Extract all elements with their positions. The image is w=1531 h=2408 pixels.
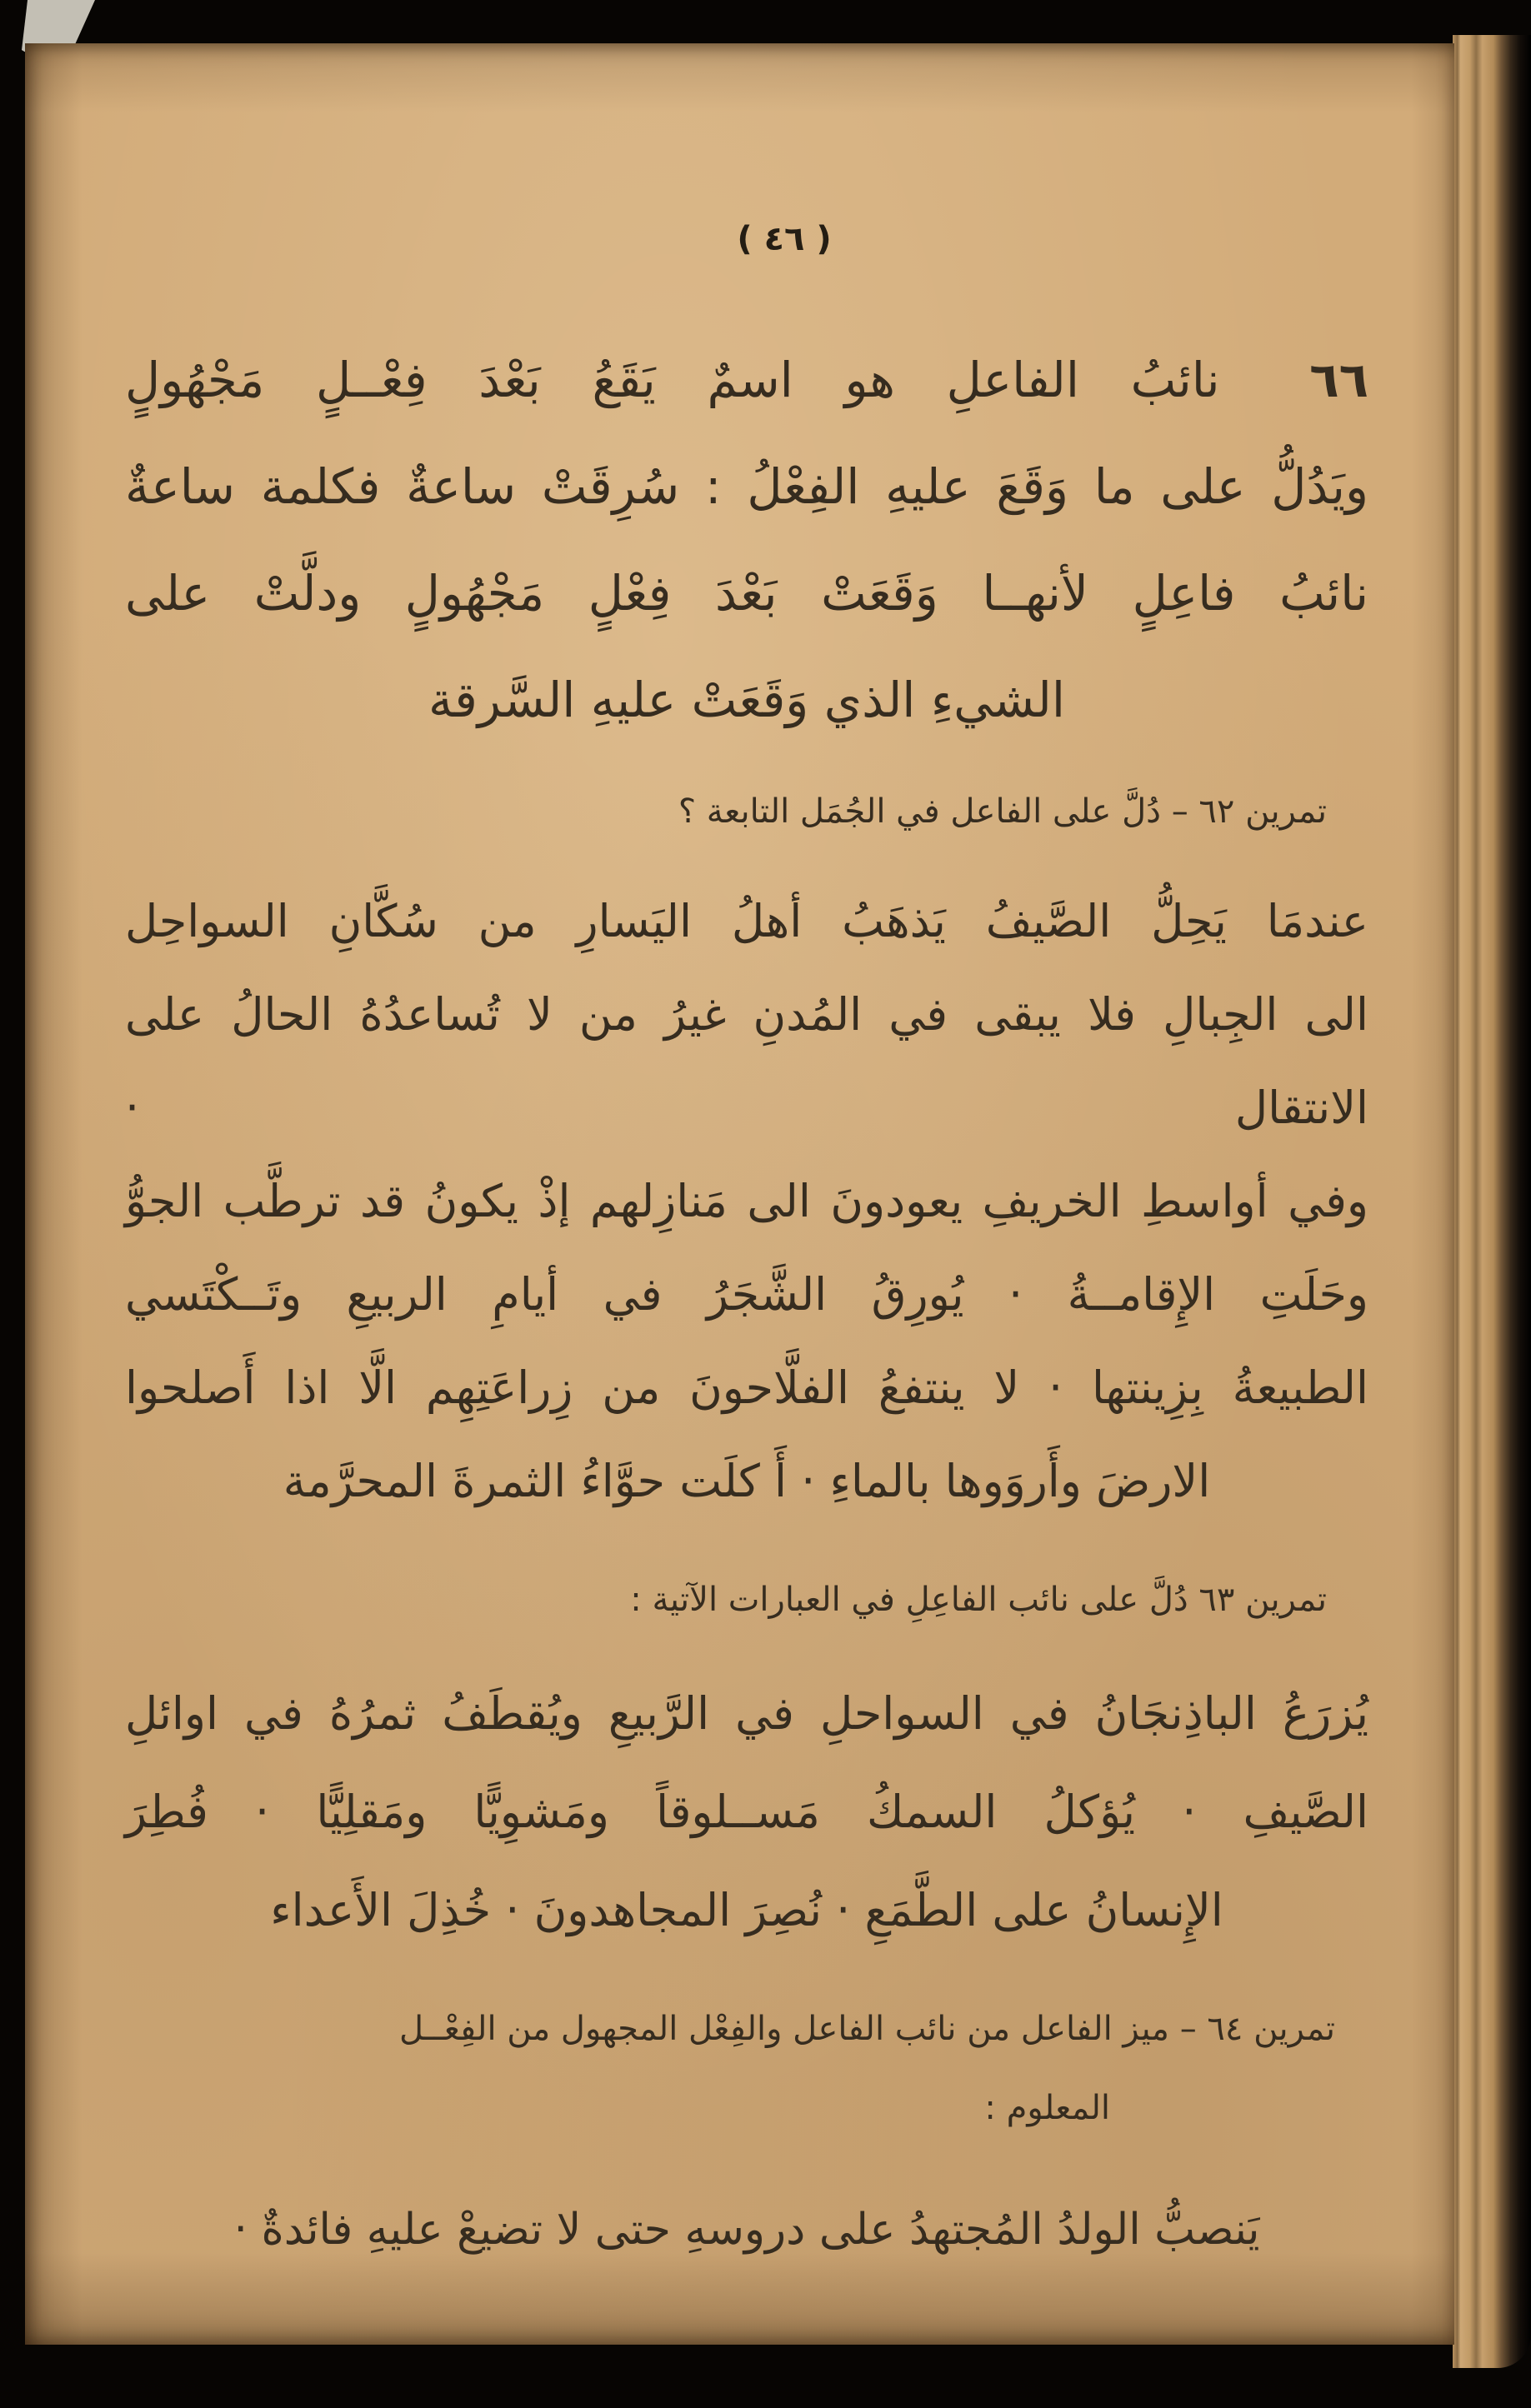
passage-2-line-1: يُزرَعُ الباذِنجَانُ في السواحلِ في الرَّبيعِ ويُقطَفُ ثمرُهُ في اوائلِ	[125, 1687, 1368, 1740]
exercise-64-line-2: المعلوم :	[984, 2089, 1110, 2127]
exercise-64-line-1: تمرين ٦٤ – ميز الفاعل من نائب الفاعل والفِعْل المجهول من الفِعْــل	[399, 2010, 1335, 2048]
reading-passage-1	[125, 875, 1368, 1528]
passage-1-line-1: عندمَا يَحِلُّ الصَّيفُ يَذهَبُ أهلُ اليَسارِ من سُكَّانِ السواحِل	[125, 895, 1368, 947]
reading-passage-2	[125, 1665, 1368, 1960]
definition-line-3: نائبُ فاعِلٍ لأنهــا وَقَعَتْ بَعْدَ فِعْلٍ مَجْهُولٍ ودلَّتْ على	[125, 565, 1368, 622]
definition-line-1-text: نائبُ الفاعلِ هو اسمٌ يَقَعُ بَعْدَ فِعْــلٍ مَجْهُولٍ	[125, 352, 1220, 408]
passage-2-line-2: الصَّيفِ · يُؤكلُ السمكُ مَســلوقاً ومَشوِيًّا ومَقلِيًّا · فُطِرَ	[125, 1786, 1368, 1838]
exercise-63-heading: تمرين ٦٣ دُلَّ على نائب الفاعِلِ في العبارات الآتية :	[630, 1581, 1327, 1619]
definition-line-1	[125, 327, 1368, 433]
exercise-64-example-sentence: يَنصبُّ الولدُ المُجتهدُ على دروسهِ حتى لا تضيعْ عليهِ فائدةٌ ·	[233, 2205, 1260, 2255]
definition-line-4: الشيءِ الذي وَقَعَتْ عليهِ السَّرقة	[428, 672, 1065, 728]
passage-1-line-4: وحَلَتِ الإِقامــةُ · يُورِقُ الشَّجَرُ في أيامِ الربيعِ وتَــكْتَسي	[125, 1268, 1368, 1321]
book-page-stack-edge	[1453, 35, 1531, 2368]
section-66-definition	[125, 327, 1368, 753]
passage-1-line-6: الارضَ وأَروَوها بالماءِ · أَ كلَت حوَّاءُ الثمرةَ المحرَّمة	[283, 1455, 1211, 1507]
exercise-64-heading	[125, 1990, 1368, 2148]
passage-1-line-2: الى الجِبالِ فلا يبقى في المُدنِ غيرُ من لا تُساعدُهُ الحالُ على الانتقال ·	[125, 988, 1368, 1134]
paragraph-number: ٦٦	[1309, 352, 1368, 408]
passage-1-line-5: الطبيعةُ بِزِينتها · لا ينتفعُ الفلَّاحونَ من زِراعَتِهِم الَّا اذا أَصلحوا	[125, 1361, 1368, 1414]
page-number: ( ٤٦ )	[737, 220, 832, 258]
book-page	[25, 43, 1454, 2345]
passage-2-line-3: الإِنسانُ على الطَّمَعِ · نُصِرَ المجاهدونَ · خُذِلَ الأَعداء	[270, 1884, 1223, 1936]
definition-line-2: ويَدُلُّ على ما وَقَعَ عليهِ الفِعْلُ : سُرِقَتْ ساعةٌ فكلمة ساعةٌ	[125, 458, 1368, 515]
passage-1-line-3: وفي أواسطِ الخريفِ يعودونَ الى مَنازِلهم إذْ يكونُ قد ترطَّب الجوُّ	[125, 1175, 1368, 1227]
exercise-62-heading: تمرين ٦٢ – دُلَّ على الفاعل في الجُمَل التابعة ؟	[678, 792, 1327, 831]
